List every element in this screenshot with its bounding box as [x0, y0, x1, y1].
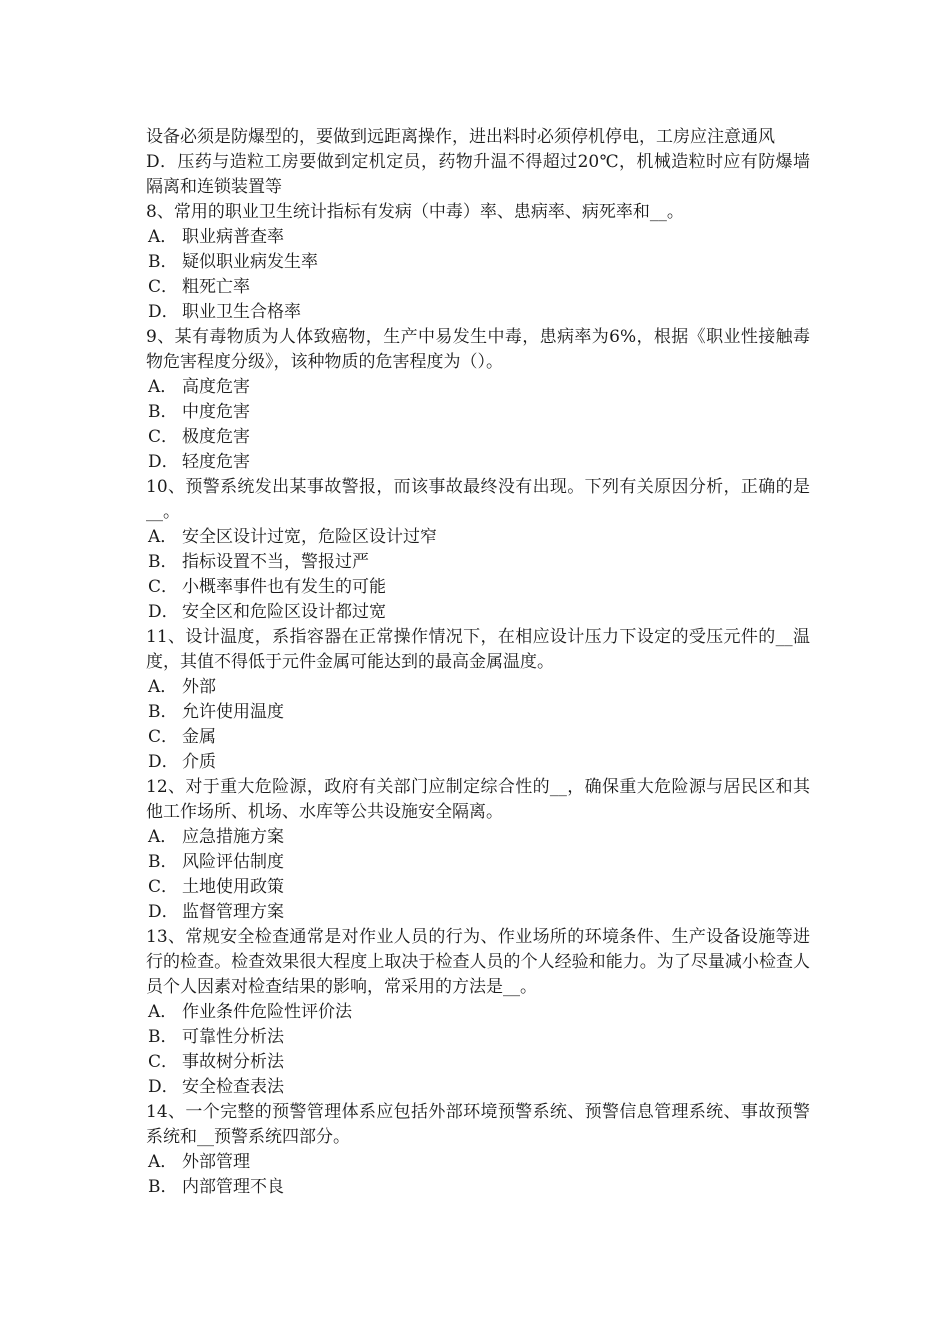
option-b — [146, 550, 810, 575]
option-letter: C． — [148, 277, 179, 297]
option-d — [146, 900, 810, 925]
option-b — [146, 1175, 810, 1200]
option-text: 土地使用政策 — [182, 877, 284, 897]
option-text: 外部 — [182, 677, 216, 697]
question-14 — [146, 1100, 810, 1200]
option-text: 作业条件危险性评价法 — [182, 1002, 352, 1022]
option-a — [146, 825, 810, 850]
intro-continuation: 设备必须是防爆型的，要做到远距离操作，进出料时必须停机停电，工房应注意通风 — [146, 127, 775, 147]
option-letter: A． — [148, 227, 178, 247]
question-stem: 13、常规安全检查通常是对作业人员的行为、作业场所的环境条件、生产设备设施等进行的检查。检查效果很大程度上取决于检查人员的个人经验和能力。为了尽量减小检查人员个人因素对检查结果的影响，常采用的方法是__。 — [146, 927, 810, 997]
option-letter: B． — [148, 702, 178, 722]
option-text: 小概率事件也有发生的可能 — [182, 577, 386, 597]
option-b — [146, 400, 810, 425]
option-c — [146, 725, 810, 750]
option-text: 极度危害 — [182, 427, 250, 447]
question-stem: 8、常用的职业卫生统计指标有发病（中毒）率、患病率、病死率和__。 — [146, 202, 684, 222]
option-letter: D． — [148, 452, 179, 472]
option-letter: D． — [148, 902, 179, 922]
question-8 — [146, 200, 810, 325]
option-text: 应急措施方案 — [182, 827, 284, 847]
option-d — [146, 1075, 810, 1100]
option-text: 轻度危害 — [182, 452, 250, 472]
question-stem: 9、某有毒物质为人体致癌物，生产中易发生中毒，患病率为6%，根据《职业性接触毒物危害程度分级》，该种物质的危害程度为（）。 — [146, 327, 810, 372]
option-letter: B． — [148, 852, 178, 872]
option-text: 高度危害 — [182, 377, 250, 397]
option-text: 金属 — [182, 727, 216, 747]
option-text: 安全检查表法 — [182, 1077, 284, 1097]
option-c — [146, 575, 810, 600]
option-letter: A． — [148, 527, 178, 547]
option-a — [146, 375, 810, 400]
option-text: 外部管理 — [182, 1152, 250, 1172]
option-letter: A． — [148, 377, 178, 397]
option-text: 监督管理方案 — [182, 902, 284, 922]
option-letter: B． — [148, 252, 178, 272]
option-text: 职业卫生合格率 — [182, 302, 301, 322]
option-letter: A． — [148, 1152, 178, 1172]
option-letter: D． — [148, 602, 179, 622]
option-letter: A． — [148, 677, 178, 697]
option-letter: C． — [148, 577, 179, 597]
question-stem: 14、一个完整的预警管理体系应包括外部环境预警系统、预警信息管理系统、事故预警系统和__预警系统四部分。 — [146, 1102, 810, 1147]
option-text: 疑似职业病发生率 — [182, 252, 318, 272]
option-letter: A． — [148, 1002, 178, 1022]
option-c — [146, 425, 810, 450]
option-letter: C． — [148, 1052, 179, 1072]
option-letter: A． — [148, 827, 178, 847]
option-a — [146, 675, 810, 700]
option-b — [146, 700, 810, 725]
question-stem: 10、预警系统发出某事故警报，而该事故最终没有出现。下列有关原因分析，正确的是__。 — [146, 477, 810, 522]
option-text: 安全区设计过宽，危险区设计过窄 — [182, 527, 437, 547]
option-text: 安全区和危险区设计都过宽 — [182, 602, 386, 622]
option-b — [146, 1025, 810, 1050]
question-stem: 12、对于重大危险源，政府有关部门应制定综合性的__，确保重大危险源与居民区和其他工作场所、机场、水库等公共设施安全隔离。 — [146, 777, 810, 822]
option-text: 内部管理不良 — [182, 1177, 284, 1197]
option-b — [146, 250, 810, 275]
option-letter: B． — [148, 552, 178, 572]
option-letter: D． — [148, 752, 179, 772]
option-text: 指标设置不当，警报过严 — [182, 552, 369, 572]
option-a — [146, 225, 810, 250]
option-c — [146, 1050, 810, 1075]
option-text: 允许使用温度 — [182, 702, 284, 722]
option-text: 中度危害 — [182, 402, 250, 422]
option-letter: C． — [148, 427, 179, 447]
option-letter: B． — [148, 1027, 178, 1047]
option-a — [146, 1150, 810, 1175]
option-letter: B． — [148, 1177, 178, 1197]
option-a — [146, 1000, 810, 1025]
option-text: 事故树分析法 — [182, 1052, 284, 1072]
option-text: 职业病普查率 — [182, 227, 284, 247]
question-9 — [146, 325, 810, 475]
question-10 — [146, 475, 810, 625]
option-letter: D． — [148, 1077, 179, 1097]
option-text: 可靠性分析法 — [182, 1027, 284, 1047]
document-body — [146, 125, 810, 1200]
question-12 — [146, 775, 810, 925]
option-d — [146, 600, 810, 625]
option-c — [146, 875, 810, 900]
option-d — [146, 750, 810, 775]
option-a — [146, 525, 810, 550]
option-d — [146, 300, 810, 325]
option-text: 风险评估制度 — [182, 852, 284, 872]
option-d — [146, 450, 810, 475]
question-13 — [146, 925, 810, 1100]
question-11 — [146, 625, 810, 775]
option-letter: C． — [148, 727, 179, 747]
option-text: 粗死亡率 — [182, 277, 250, 297]
question-stem: 11、设计温度，系指容器在正常操作情况下，在相应设计压力下设定的受压元件的__温度，其值不得低于元件金属可能达到的最高金属温度。 — [146, 627, 810, 672]
intro-option-d: D．压药与造粒工房要做到定机定员，药物升温不得超过20℃，机械造粒时应有防爆墙隔离和连锁装置等 — [146, 152, 810, 197]
option-letter: D． — [148, 302, 179, 322]
option-c — [146, 275, 810, 300]
option-letter: C． — [148, 877, 179, 897]
option-text: 介质 — [182, 752, 216, 772]
option-b — [146, 850, 810, 875]
option-letter: B． — [148, 402, 178, 422]
